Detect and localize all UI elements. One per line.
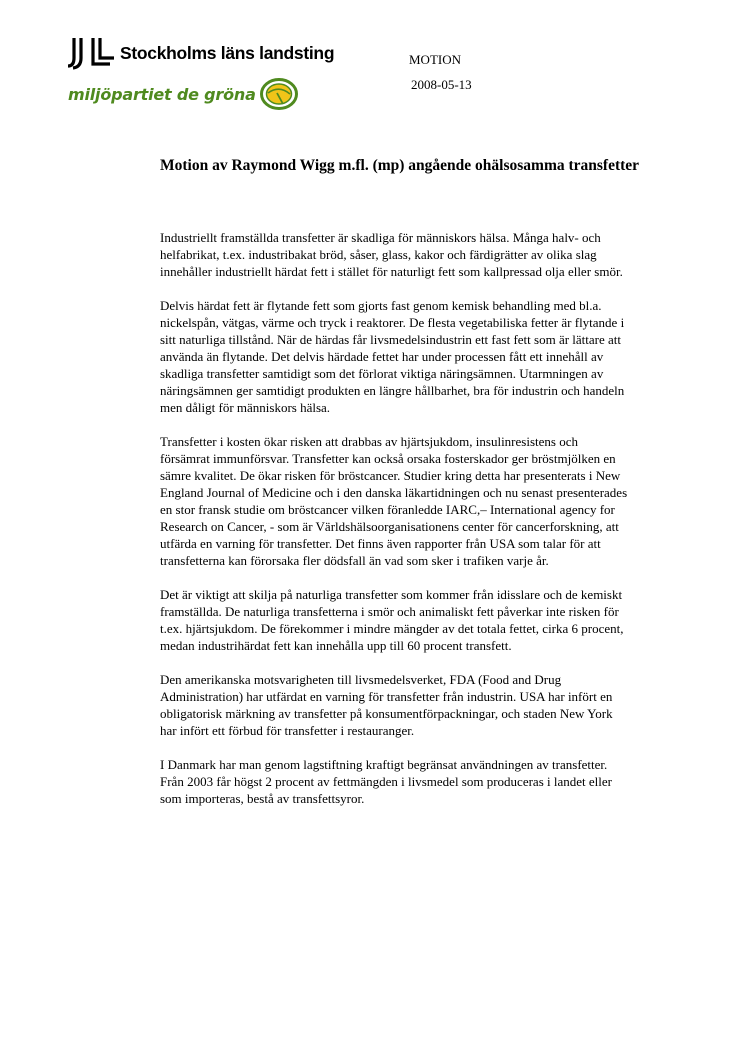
body-paragraph: Den amerikanska motsvarigheten till livsmedelsverket, FDA (Food and Drug Administration) har utfärdat en varning för transfetter från industrin. USA har infört en obligatorisk märkning av transfetter på konsumentförpackningar, och staden New York har infört ett förbud för transfetter i restauranger.: [160, 672, 613, 738]
document-date: 2008-05-13: [411, 77, 472, 92]
party-name: miljöpartiet de gröna: [68, 84, 256, 104]
document-type: MOTION: [409, 52, 461, 67]
sll-logo: [68, 36, 334, 70]
body-paragraph: Det är viktigt att skilja på naturliga transfetter som kommer från idisslare och de kemiskt framställda. De naturliga transfetterna i smör och animaliskt fett påverkar inte risken för t.ex. hjärtsjukdom. De förekommer i mindre mängder av det totala fettet, cirka 6 procent, medan industrihärdat fett kan innehålla upp till 60 procent transfett.: [160, 587, 624, 653]
motion-title: Motion av Raymond Wigg m.fl. (mp) angående ohälsosamma transfetter: [160, 157, 640, 174]
dandelion-emblem-icon: [260, 78, 298, 110]
body-paragraph: Industriellt framställda transfetter är skadliga för människors hälsa. Många halv- och helfabrikat, t.ex. industribakat bröd, såser, glass, kakor och färdigrätter av olika slag innehåller industriellt härdat fett i stället för naturligt fett som kallpressad olja eller smör.: [160, 230, 623, 279]
org-name: Stockholms läns landsting: [120, 42, 335, 63]
party-logo: [68, 78, 298, 110]
sll-logo-icon: [68, 36, 114, 70]
body-paragraph: Delvis härdat fett är flytande fett som gjorts fast genom kemisk behandling med bl.a. nickelspån, vätgas, värme och tryck i reaktorer. De flesta vegetabiliska fetter är flytande i sitt naturliga tillstånd. När de härdas får livsmedelsindustrin ett fast fett som är lättare att använda än flytande. Det delvis härdade fettet har under processen fått ett innehåll av skadliga transfetter samtidigt som det förlorat viktiga näringsämnen. Utarmningen av näringsämnen ger samtidigt produkten en längre hållbarhet, bra för industrin och handeln men dåligt för människors hälsa.: [160, 298, 625, 415]
body-paragraph: I Danmark har man genom lagstiftning kraftigt begränsat användningen av transfetter. Från 2003 får högst 2 procent av fettmängden i livsmedel som produceras i landet eller som importeras, bestå av transfettsyror.: [160, 757, 612, 806]
body-paragraph: Transfetter i kosten ökar risken att drabbas av hjärtsjukdom, insulinresistens och försämrat immunförsvar. Transfetter kan också orsaka fosterskador ger bröstmjölken en sämre kvalitet. De ökar risken för bröstcancer. Studier kring detta har presenterats i New England Journal of Medicine och i den danska läkartidningen och nu senast presenterades en stor fransk studie om bröstcancer vilken föranledde IARC,– International agency for Research on Cancer, - som är Världshälsoorganisationens center för cancerforskning, att utfärda en varning för transfetter. Det finns även rapporter från USA som talar för att transfetterna kan förorsaka fler dödsfall än vad som sker i trafiken varje år.: [160, 434, 628, 568]
motion-body: [160, 229, 630, 824]
